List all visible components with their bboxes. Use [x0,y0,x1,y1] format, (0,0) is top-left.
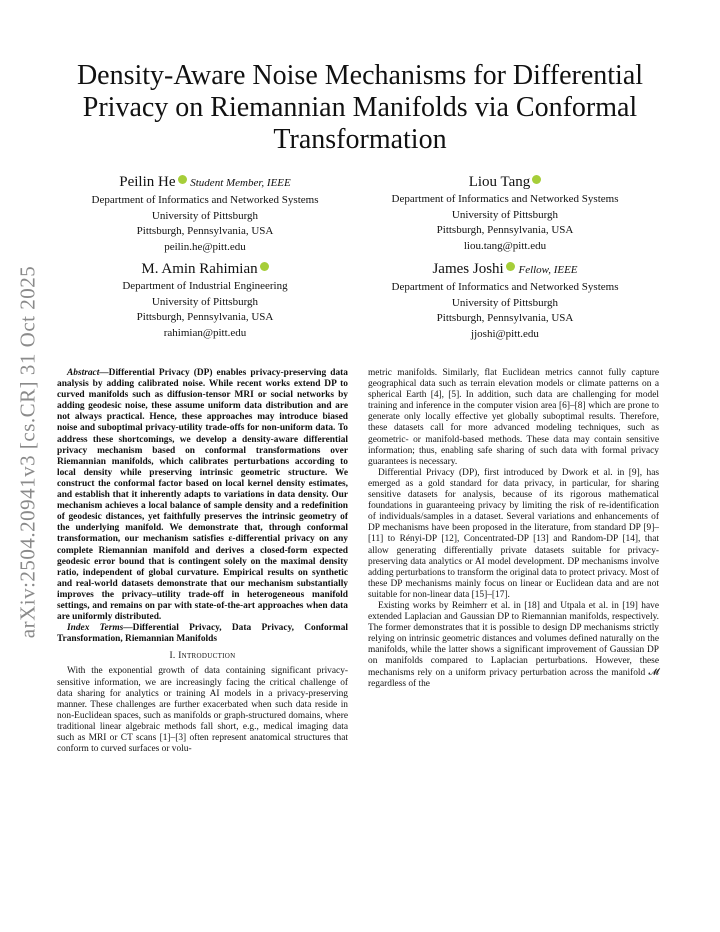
author-email[interactable]: peilin.he@pitt.edu [164,240,246,253]
title-line: Transformation [273,124,447,155]
orcid-icon[interactable] [506,262,515,271]
author-city: Pittsburgh, Pennsylvania, USA [136,311,274,323]
author-name: Peilin He [119,174,176,190]
title-line: Density-Aware Noise Mechanisms for Differential [76,60,644,91]
arxiv-id: arXiv:2504.20941v3 [cs.CR] 31 Oct 2025 [15,265,40,639]
author-block [55,173,355,255]
left-column [57,368,348,755]
arxiv-sidebar [8,262,48,642]
author-name: M. Amin Rahimian [141,261,258,277]
orcid-icon[interactable] [260,262,269,271]
abstract-label: Abstract [67,368,100,378]
section-heading: I. Introduction [169,651,236,662]
orcid-icon[interactable] [532,175,541,184]
author-dept: Department of Informatics and Networked Systems [391,281,619,293]
index-terms-text: —Differential Privacy, Data Privacy, Conformal Transformation, Riemannian Manifolds [57,623,349,645]
orcid-icon[interactable] [178,175,187,184]
author-email[interactable]: liou.tang@pitt.edu [463,239,547,252]
index-terms-label: Index Terms [67,623,124,634]
author-city: Pittsburgh, Pennsylvania, USA [436,312,574,324]
intro-paragraph: With the exponential growth of data containing significant privacy-sensitive information, we are increasingly facing the critical challenge of data sharing for analytics or training AI models in a privacy-preserving manner. These challenges are further exacerbated when such data reside in non-Euclidean spaces, such as manifolds or graph-structured domains, where traditional linear algebraic methods fall short, e.g., medical imaging data such as MRI or CT scans [1]–[3] often represent anatomical structures that conform to curved surfaces or volu- [57,666,348,755]
author-name: Liou Tang [468,174,531,190]
author-email[interactable]: jjoshi@pitt.edu [471,327,539,340]
author-name: James Joshi [432,261,504,277]
author-block [355,260,655,342]
right-column [368,368,659,690]
author-univ: University of Pittsburgh [151,295,259,308]
author-univ: University of Pittsburgh [151,209,259,222]
abstract [57,368,348,623]
author-dept: Department of Informatics and Networked Systems [391,193,619,205]
paragraph: metric manifolds. Similarly, flat Euclidean metrics cannot fully capture geographical data such as terrain elevation models or climate patterns on a spherical Earth [4], [5]. In addition, such data are challenging for model training and inference in the computer vision area [6]–[8] which are prone to generate only locally effective yet globally suboptimal results. Therefore, these datasets call for more advanced modeling techniques, such as geometric- or manifold-based methods. These data may contain sensitive information; thus, enabling safe sharing of such data with formal privacy guarantees is necessary. [368,368,659,467]
author-email[interactable]: rahimian@pitt.edu [163,326,247,339]
author-city: Pittsburgh, Pennsylvania, USA [436,224,574,236]
paper-title [60,60,660,156]
author-dept: Department of Informatics and Networked Systems [91,194,319,206]
author-block [55,260,355,341]
abstract-text: —Differential Privacy (DP) enables privacy-preserving data analysis by adding calibrated noise. While recent works extend DP to curved manifolds such as diffusion-tensor MRI or social networks by adding geodesic noise, these assume uniform data distribution and are not always practical. Hence, these approaches may introduce biased noise and suboptimal privacy-utility trade-offs for non-uniform data. To address these shortcomings, we develop a density-aware differential privacy mechanism based on conformal transformations over Riemannian manifolds, which calibrates perturbations according to local density while preserving intrinsic geometric structure. We construct the conformal factor based on local kernel density estimates, and establish that it inherently adapts to variations in data density. Our mechanism achieves a local balance of sample density and a redefinition of geodesic distances, yet faithfully preserves the intrinsic geometry of the underlying manifold. We demonstrate that, through conformal transformation, our mechanism satisfies ε-differential privacy on any complete Riemannian manifold and derives a closed-form expected geodesic error bound that is contingent solely on the maximal density ratio, independent of global curvature. Empirical results on synthetic and real-world datasets demonstrate that our mechanism substantially improves the privacy–utility trade-off in heterogeneous manifold settings, and remains on par with state-of-the-art approaches when data are uniformly distributed. [57,368,348,623]
index-terms [57,623,348,645]
author-role: Student Member, IEEE [190,177,291,189]
author-role: Fellow, IEEE [518,264,578,276]
title-line: Privacy on Riemannian Manifolds via Conformal [82,92,638,123]
author-block [355,173,655,254]
author-univ: University of Pittsburgh [451,208,559,221]
paragraph: Differential Privacy (DP), first introduced by Dwork et al. in [9], has emerged as a gold standard for data privacy, in particular, for sharing sensitive datasets for analysis, because of its rigorous mathematical foundations in guaranteeing privacy by limiting the risk of re-identification of individuals/samples in a dataset. Several variations and enhancements of DP mechanisms have been proposed in the literature, from standard DP [9]–[11] to Rényi-DP [12], Concentrated-DP [13] and Random-DP [14], that allow generating differentially private datasets suitable for privacy-preserving data analytics or AI model development. DP mechanisms involve adding perturbations to transform the original data to protect privacy. Most of these DP mechanisms mainly focus on linear or Euclidean data and are not suitable for non-linear data [15]–[17]. [368,467,659,600]
author-univ: University of Pittsburgh [451,296,559,309]
paragraph: Existing works by Reimherr et al. in [18] and Utpala et al. in [19] have extended Laplacian and Gaussian DP to Riemannian manifolds, respectively. The former demonstrates that it is possible to design DP mechanisms strictly relying on intrinsic geometric distances and volumes defined naturally on the manifolds, while the latter shows a significant improvement of Gaussian DP on manifolds compared to Laplacian perturbations. However, these mechanisms rely on a uniform privacy perturbation across the manifold 𝓜 regardless of the [368,600,659,689]
author-dept: Department of Industrial Engineering [122,280,288,292]
author-city: Pittsburgh, Pennsylvania, USA [136,225,274,237]
